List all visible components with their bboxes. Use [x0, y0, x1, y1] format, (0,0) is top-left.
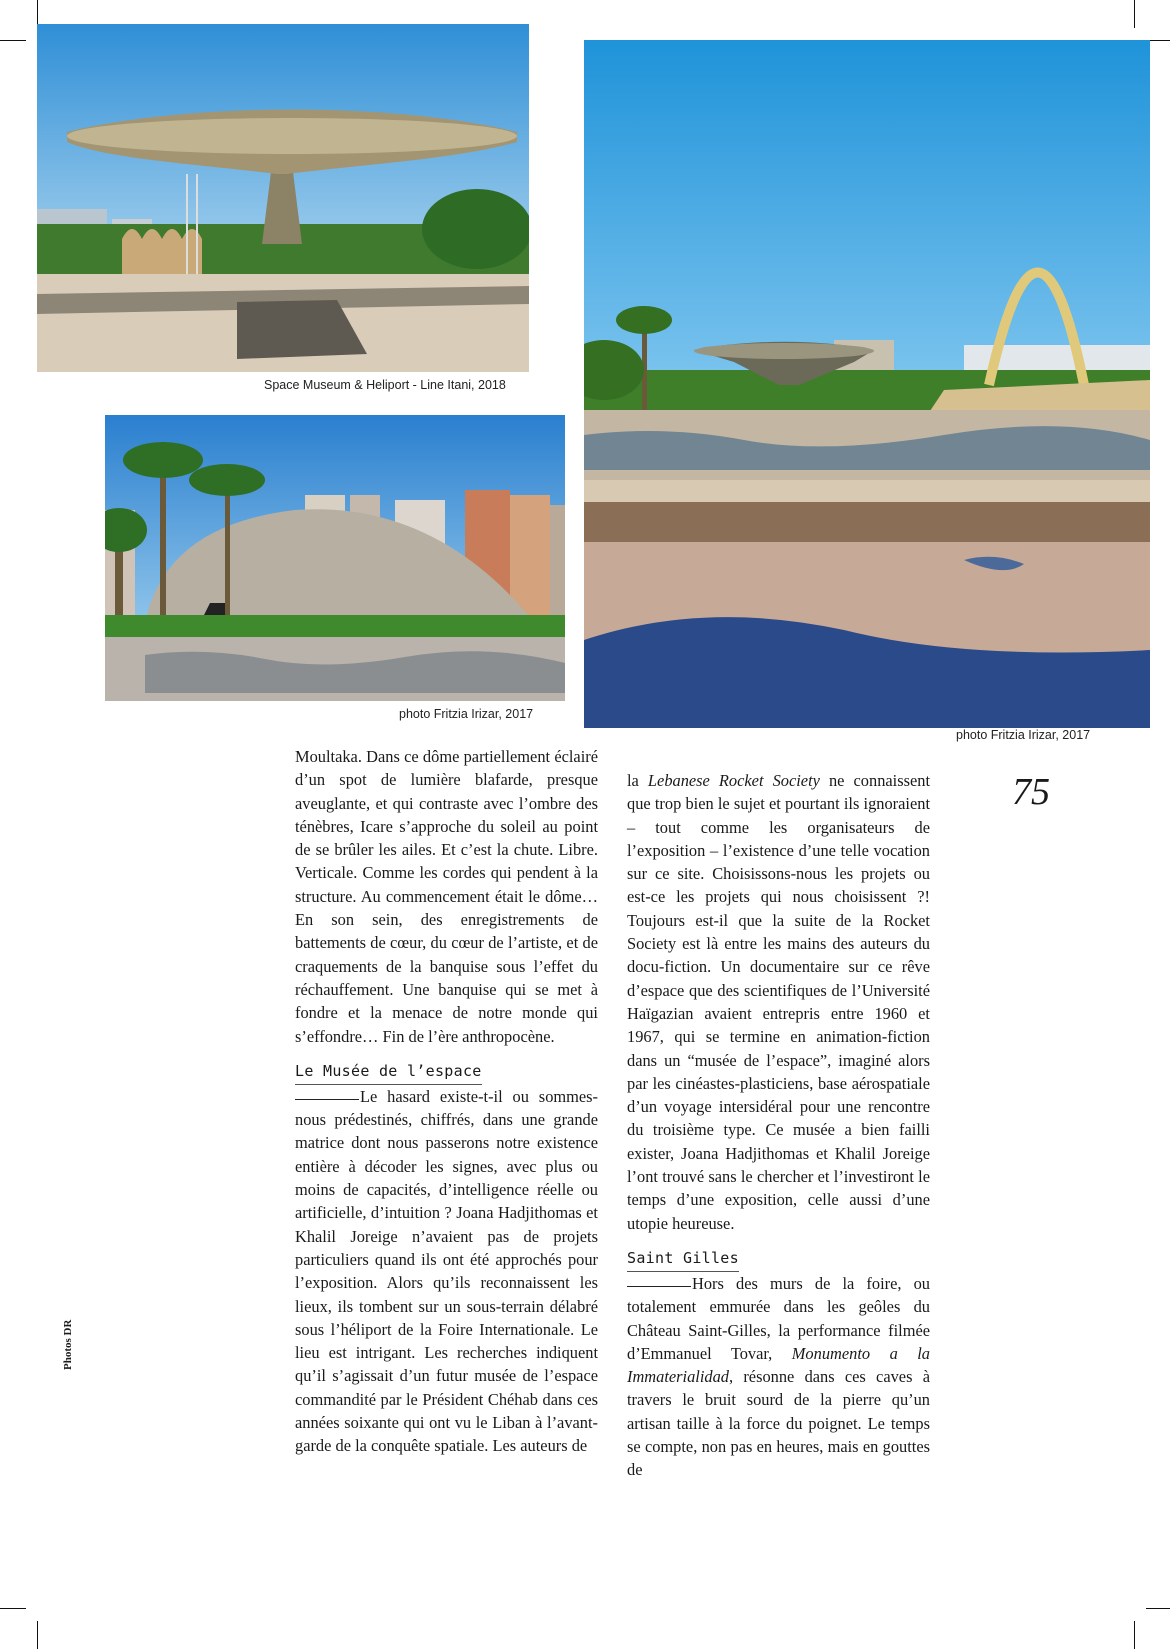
- photo-dome: [105, 415, 565, 701]
- crop-mark-top-right-v: [1134, 0, 1135, 28]
- crop-mark-top-left-h: [0, 40, 26, 41]
- crop-mark-bottom-right-v: [1134, 1621, 1135, 1649]
- crop-mark-bottom-right-h: [1146, 1608, 1170, 1609]
- column1-paragraph-2: [295, 1085, 598, 1458]
- column2-p2-pre: Hors des murs de la foire, ou totalement emmurée dans les geôles du Château Saint-Gilles, la performance filmée d’Emmanuel Tovar,: [627, 1273, 930, 1363]
- text-column-1: [295, 745, 598, 1458]
- column2-p1-italic: Lebanese Rocket Society: [647, 771, 820, 790]
- photo2-caption: photo Fritzia Irizar, 2017: [399, 707, 534, 721]
- photo-arch-pool: [584, 40, 1150, 728]
- column2-p2-post: , résonne dans ces caves à travers le bruit sourd de la pierre qu’un artisan taille à la force du poignet. Le temps se compte, non pas en heures, mais en gouttes de: [627, 1367, 930, 1480]
- column2-paragraph-1: [627, 769, 930, 1235]
- photo-credit-vertical: Photos DR: [62, 1319, 74, 1370]
- text-column-2: [627, 769, 930, 1482]
- lead-rule: [627, 1285, 691, 1287]
- column2-p2-italic: Monumento a la Immaterialidad: [627, 1343, 930, 1387]
- photo3-caption: photo Fritzia Irizar, 2017: [956, 728, 1091, 742]
- column1-paragraph-2-text: Le hasard existe-t-il ou sommes-nous prédestinés, chiffrés, dans une grande matrice dont nous passerons notre existence entière à décoder les signes, avec plus ou moins de capacités, d’intelligence réelle ou artificielle, d’intuition ? Joana Hadjithomas et Khalil Joreige n’avaient pas de projets particuliers quand ils ont été approchés pour l’exposition. Alors qu’ils reconnaissent les lieux, ils tombent sur un sous-terrain délabré sous l’héliport de la Foire Internationale. Le lieu est intrigant. Les recherches indiquent qu’il s’agissait d’un futur musée de l’espace commandité par le Président Chéhab dans ces années soixante qui ont vu le Liban à l’avant-garde de la conquête spatiale. Les auteurs de: [295, 1086, 598, 1456]
- page-number: 75: [1012, 771, 1050, 813]
- section-heading-musee: Le Musée de l’espace: [295, 1060, 482, 1085]
- column2-p1-post: ne connaissent que trop bien le sujet et pourtant ils ignoraient – tout comme les organisateurs de l’exposition – l’existence d’une telle vocation sur ce site. Choisissons-nous les projets ou est-ce les projets qui nous choisissent ?! Toujours est-il que la suite de la Rocket Society est là entre les mains des auteurs du docu-fiction. Un documentaire sur ce rêve d’espace que des scientifiques de l’Université Haïgazian avaient entrepris entre 1960 et 1967, qui se termine en animation-fiction dans un “musée de l’espace”, imaginé alors par les cinéastes-plasticiens, base aérospatiale d’un voyage intersidéral pour une rencontre du troisième type. Ce musée a bien failli exister, Joana Hadjithomas et Khalil Joreige l’ont trouvé sans le chercher et l’investiront le temps d’une exposition, celle aussi d’une utopie heureuse.: [627, 771, 931, 1233]
- column2-p1-pre: la: [627, 771, 648, 790]
- section-heading-saint-gilles: Saint Gilles: [627, 1247, 739, 1272]
- crop-mark-bottom-left-v: [37, 1621, 38, 1649]
- lead-rule: [295, 1098, 359, 1100]
- column2-paragraph-2: [627, 1272, 930, 1482]
- crop-mark-bottom-left-h: [0, 1608, 26, 1609]
- column1-paragraph-1: Moultaka. Dans ce dôme partiellement éclairé d’un spot de lumière blafarde, presque aveuglante, et qui contraste avec l’ombre des ténèbres, Icare s’approche du soleil au point de se brûler les ailes. Et c’est la chute. Libre. Verticale. Comme les cordes qui pendent à la structure. Au commencement était le dôme… En son sein, des enregistrements de battements de cœur, du cœur de l’artiste, et de craquements de la banquise sous l’effet du réchauffement. Une banquise qui se met à fondre et la menace de notre monde qui s’effondre… Fin de l’ère anthropocène.: [295, 747, 598, 1046]
- photo1-caption: Space Museum & Heliport - Line Itani, 2018: [264, 378, 506, 392]
- photo-space-museum-heliport: [37, 24, 529, 372]
